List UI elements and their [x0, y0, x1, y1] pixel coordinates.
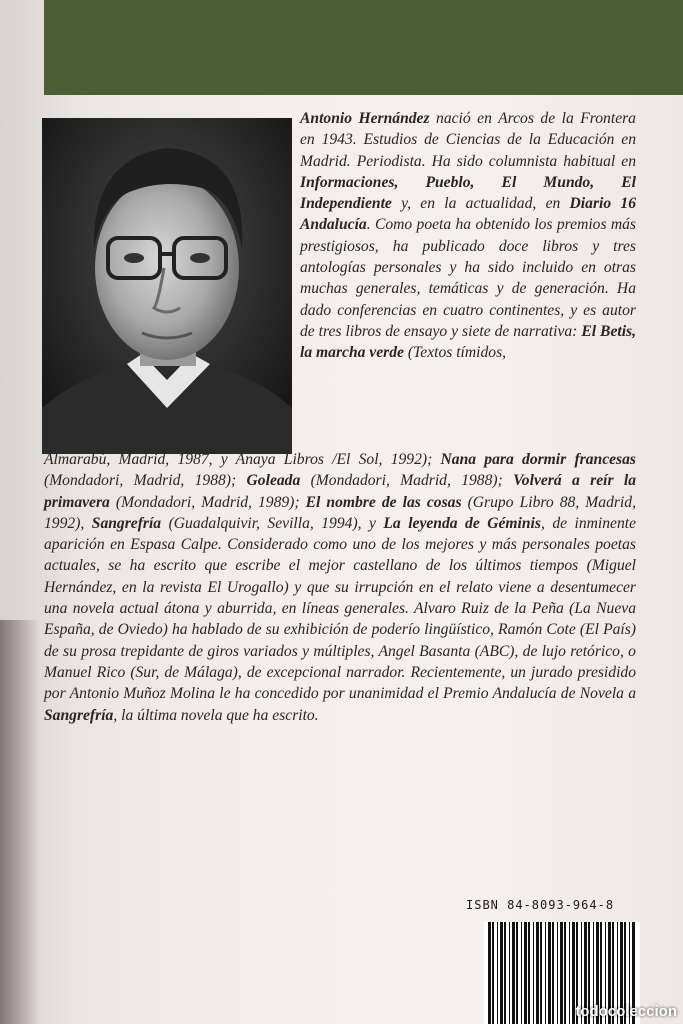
bio-text: Hernández, en la revista El Urogallo) y que su irrupción en el relato viene a: [44, 578, 545, 596]
barcode-bar: [545, 922, 546, 1024]
bio-bold-text: Sangrefría: [44, 706, 114, 724]
barcode-bar: [500, 922, 503, 1024]
bio-bold-text: La leyenda de Géminis: [383, 514, 541, 532]
bio-bold-text: El Independiente: [300, 173, 636, 213]
bio-bold-text: Goleada: [246, 472, 301, 490]
barcode-bar: [488, 922, 491, 1024]
bio-text: (Mondadori, Madrid, 1989);: [109, 493, 306, 511]
bio-text: (Grupo Libro 88, Madrid, 1992),: [44, 493, 636, 532]
bio-text: . Como poeta ha: [366, 216, 472, 234]
bio-text: trepidante de giros variados y múltiples, Angel Basanta (ABC), de lujo: [120, 642, 566, 660]
bio-text: concedido por unanimidad el Premio Andalucía de Novela a: [254, 685, 637, 703]
author-bio-bottom: [44, 449, 636, 726]
bio-text: Alvaro Ruiz de la Peña (La Nueva España, de Oviedo) ha hablado de su: [44, 600, 636, 639]
bio-text: ha publicado doce libros y tres: [392, 237, 636, 255]
barcode-bar: [540, 922, 542, 1024]
author-bio-top: [300, 108, 636, 364]
watermark-text: todocoleccion: [575, 1003, 677, 1020]
bio-text: retórico, o Manuel Rico (Sur, de Málaga), de excepcional narrador.: [44, 642, 636, 681]
bio-text: cuatro continentes, y es autor de tres: [300, 301, 636, 340]
barcode-bar: [516, 922, 518, 1024]
bio-text: y, en la actualidad,: [391, 195, 537, 213]
bio-bold-text: Antonio Hernández: [300, 110, 430, 127]
bio-bold-text: El nombre de las: [305, 493, 421, 511]
bio-text: libros de ensayo y siete de narrativa:: [345, 322, 582, 340]
bio-bold-text: Sangrefría: [91, 514, 162, 532]
bio-bold-text: El: [581, 322, 597, 340]
barcode-bar: [492, 922, 494, 1024]
bio-bold-text: Nana para dormir: [440, 451, 567, 468]
isbn-label: ISBN 84-8093-964-8: [466, 898, 615, 912]
bio-bold-text: Informaciones, Pueblo, El Mundo,: [300, 173, 595, 191]
bio-text: antologías personales y ha sido incluido: [300, 259, 574, 277]
bio-text: obtenido los premios más prestigiosos,: [300, 216, 636, 255]
bio-text: (Mondadori, Madrid, 1988);: [300, 472, 503, 490]
barcode-bar: [512, 922, 515, 1024]
barcode-bar: [557, 922, 558, 1024]
barcode-bar: [509, 922, 510, 1024]
barcode-bar: [528, 922, 530, 1024]
bio-text: , de inminente aparición en Espasa Calpe.: [44, 514, 637, 554]
barcode-bar: [504, 922, 506, 1024]
watermark-logo: [575, 1003, 677, 1020]
barcode-bar: [564, 922, 566, 1024]
bio-text: Recientemente, un jurado presidido por Antonio Muñoz Molina le ha: [44, 663, 636, 703]
bio-text: la Frontera en 1943. Estudios de: [300, 110, 636, 149]
barcode-bar: [548, 922, 551, 1024]
bio-bold-text: Diario 16 Andalucía: [300, 195, 636, 234]
bio-bold-text: Betis, la marcha verde: [300, 322, 637, 362]
bio-text: exhibición de poderío lingüístico, Ramón Cote (El País) de su prosa: [44, 621, 636, 660]
barcode-bar: [536, 922, 539, 1024]
barcode-bar: [533, 922, 534, 1024]
bio-text: (Textos tímidos,: [403, 344, 507, 362]
bio-bold-text: francesas: [574, 451, 636, 468]
bio-text: nació en Arcos de: [429, 110, 556, 127]
bio-text: Almarabú, Madrid, 1987, y Anaya Libros /El Sol, 1992);: [44, 451, 441, 468]
bio-text: 1994), y: [321, 514, 384, 532]
bio-text: Ciencias de la Educación en Madrid.: [300, 131, 637, 170]
bio-text: en: [621, 152, 636, 170]
bio-text: Considerado como uno de los mejores y más personales poetas actuales, se: [44, 536, 636, 575]
bio-bold-text: Volverá a reír la primavera: [44, 472, 636, 511]
bio-text: desentumecer una novela actual átona y aburrida, en líneas generales.: [44, 578, 636, 618]
barcode-bar: [569, 922, 570, 1024]
author-photo: [42, 118, 292, 454]
bio-text: en: [545, 195, 570, 213]
barcode-bar: [560, 922, 563, 1024]
bio-text: de generación. Ha dado conferencias en: [300, 280, 636, 319]
bio-text: (Mondadori, Madrid, 1988);: [44, 472, 247, 490]
barcode-bar: [552, 922, 554, 1024]
bio-text: (Guadalquivir, Sevilla,: [161, 514, 314, 532]
barcode-bar: [521, 922, 522, 1024]
bio-text: , la: [113, 706, 134, 724]
finger-shadow: [0, 620, 40, 1024]
barcode-bar: [497, 922, 498, 1024]
bio-text: ha escrito que escribe el mejor castellano de los últimos tiempos (Miguel: [129, 557, 636, 575]
bio-text: última novela que ha escrito.: [137, 706, 319, 724]
bio-text: Periodista. Ha sido columnista habitual: [356, 152, 616, 170]
bio-bold-text: cosas: [426, 493, 462, 511]
green-band: [44, 0, 683, 95]
barcode-bar: [524, 922, 527, 1024]
bio-text: en otras muchas generales, temáticas y: [300, 259, 636, 298]
